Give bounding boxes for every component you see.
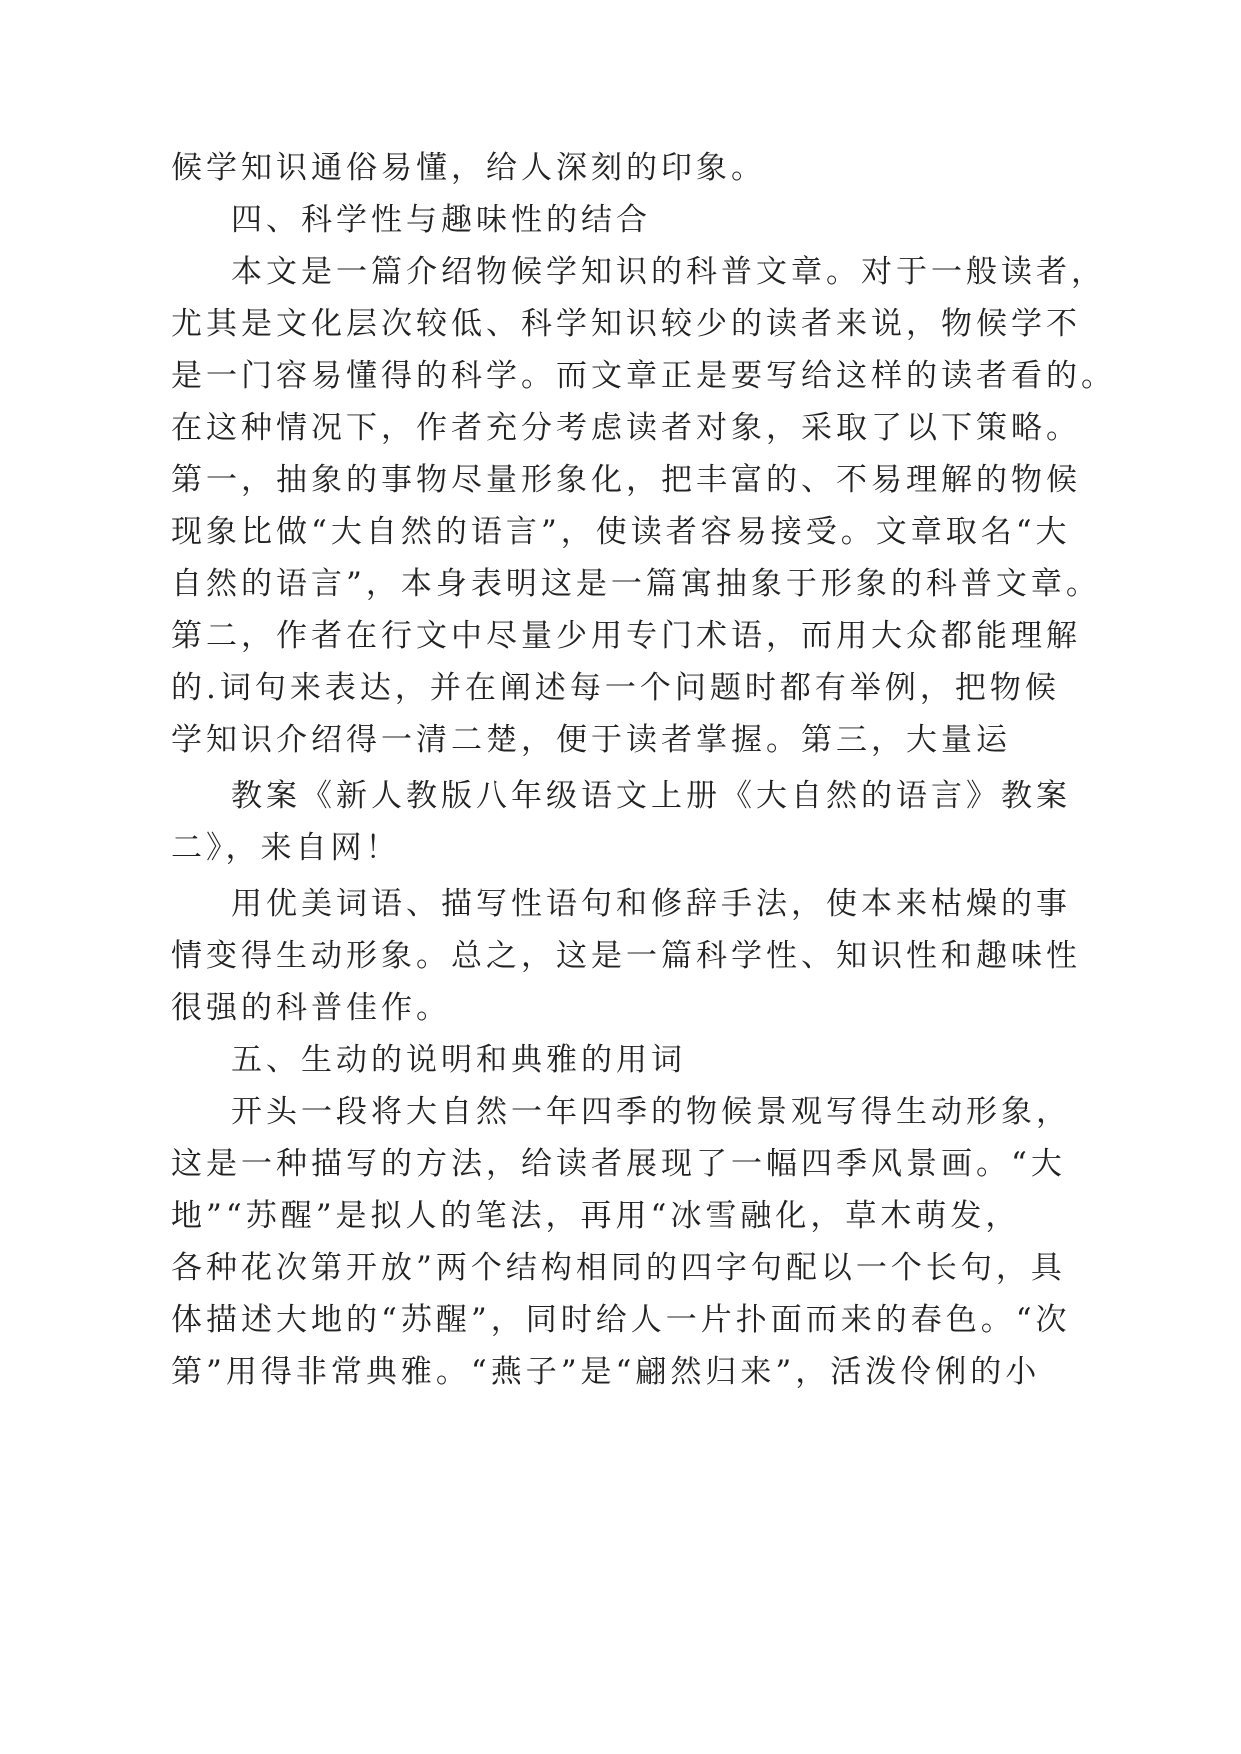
text-line: 体描述大地的“苏醒”，同时给人一片扑面而来的春色。“次 bbox=[171, 1302, 1071, 1338]
text-line: 情变得生动形象。总之，这是一篇科学性、知识性和趣味性 bbox=[171, 938, 1081, 974]
text-line: 学知识介绍得一清二楚，便于读者掌握。第三，大量运 bbox=[171, 722, 1011, 758]
text-line: 用优美词语、描写性语句和修辞手法，使本来枯燥的事 bbox=[231, 886, 1071, 922]
text-line: 各种花次第开放”两个结构相同的四字句配以一个长句，具 bbox=[171, 1250, 1066, 1286]
source-note-line: 教案《新人教版八年级语文上册《大自然的语言》教案 bbox=[231, 778, 1071, 814]
text-line: 在这种情况下，作者充分考虑读者对象，采取了以下策略。 bbox=[171, 410, 1081, 446]
text-line: 开头一段将大自然一年四季的物候景观写得生动形象， bbox=[231, 1094, 1071, 1130]
text-line: 自然的语言”，本身表明这是一篇寓抽象于形象的科普文章。 bbox=[171, 566, 1101, 602]
text-line: 现象比做“大自然的语言”，使读者容易接受。文章取名“大 bbox=[171, 514, 1071, 550]
text-line: 是一门容易懂得的科学。而文章正是要写给这样的读者看的。 bbox=[171, 358, 1116, 394]
text-line: 候学知识通俗易懂，给人深刻的印象。 bbox=[171, 150, 766, 186]
text-line: 的.词句来表达，并在阐述每一个问题时都有举例，把物候 bbox=[171, 670, 1060, 706]
text-line: 本文是一篇介绍物候学知识的科普文章。对于一般读者， bbox=[231, 254, 1106, 290]
text-line: 第二，作者在行文中尽量少用专门术语，而用大众都能理解 bbox=[171, 618, 1081, 654]
text-line: 这是一种描写的方法，给读者展现了一幅四季风景画。“大 bbox=[171, 1146, 1066, 1182]
section-heading: 五、生动的说明和典雅的用词 bbox=[231, 1042, 686, 1078]
text-line: 地”“苏醒”是拟人的笔法，再用“冰雪融化，草木萌发， bbox=[171, 1198, 1021, 1234]
text-line: 尤其是文化层次较低、科学知识较少的读者来说，物候学不 bbox=[171, 306, 1081, 342]
text-line: 很强的科普佳作。 bbox=[171, 990, 451, 1026]
text-line: 第一，抽象的事物尽量形象化，把丰富的、不易理解的物候 bbox=[171, 462, 1081, 498]
section-heading: 四、科学性与趣味性的结合 bbox=[231, 202, 651, 238]
source-note-line: 二》，来自网！ bbox=[171, 830, 401, 866]
text-line: 第”用得非常典雅。“燕子”是“翩然归来”，活泼伶俐的小 bbox=[171, 1354, 1041, 1390]
